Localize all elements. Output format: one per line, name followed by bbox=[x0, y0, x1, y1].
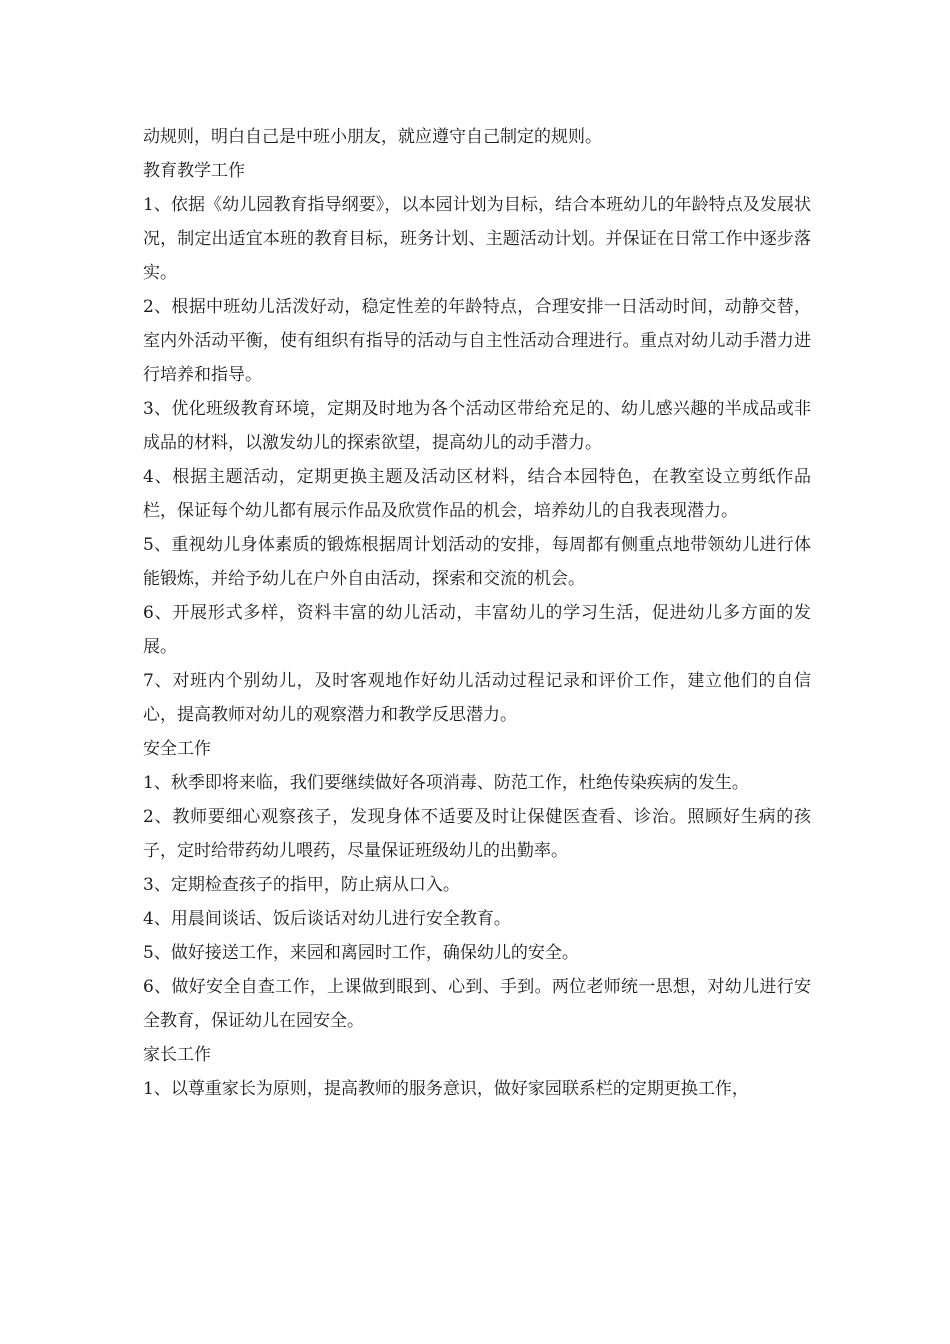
education-item-6: 6、开展形式多样，资料丰富的幼儿活动，丰富幼儿的学习生活，促进幼儿多方面的发展。 bbox=[143, 603, 811, 657]
safety-item-2: 2、教师要细心观察孩子，发现身体不适要及时让保健医查看、诊治。照顾好生病的孩子，定时给带药幼儿喂药，尽量保证班级幼儿的出勤率。 bbox=[143, 807, 811, 861]
education-item-3: 3、优化班级教育环境，定期及时地为各个活动区带给充足的、幼儿感兴趣的半成品或非成品的材料，以激发幼儿的探索欲望，提高幼儿的动手潜力。 bbox=[143, 399, 811, 453]
safety-item-5: 5、做好接送工作，来园和离园时工作，确保幼儿的安全。 bbox=[143, 943, 579, 963]
safety-item-1: 1、秋季即将来临，我们要继续做好各项消毒、防范工作，杜绝传染疾病的发生。 bbox=[143, 773, 749, 793]
document-page bbox=[143, 120, 811, 1106]
safety-item-6: 6、做好安全自查工作，上课做到眼到、心到、手到。两位老师统一思想，对幼儿进行安全教育，保证幼儿在园安全。 bbox=[143, 977, 811, 1031]
education-item-7: 7、对班内个别幼儿，及时客观地作好幼儿活动过程记录和评价工作，建立他们的自信心，提高教师对幼儿的观察潜力和教学反思潜力。 bbox=[143, 671, 811, 725]
parents-item-1: 1、以尊重家长为原则，提高教师的服务意识，做好家园联系栏的定期更换工作， bbox=[143, 1079, 749, 1099]
education-item-1: 1、依据《幼儿园教育指导纲要》，以本园计划为目标，结合本班幼儿的年龄特点及发展状况，制定出适宜本班的教育目标，班务计划、主题活动计划。并保证在日常工作中逐步落实。 bbox=[143, 195, 811, 283]
education-item-2: 2、根据中班幼儿活泼好动，稳定性差的年龄特点，合理安排一日活动时间，动静交替，室内外活动平衡，使有组织有指导的活动与自主性活动合理进行。重点对幼儿动手潜力进行培养和指导。 bbox=[143, 297, 811, 385]
paragraph-continuation: 动规则，明白自己是中班小朋友，就应遵守自己制定的规则。 bbox=[143, 127, 602, 147]
education-item-4: 4、根据主题活动，定期更换主题及活动区材料，结合本园特色，在教室设立剪纸作品栏，保证每个幼儿都有展示作品及欣赏作品的机会，培养幼儿的自我表现潜力。 bbox=[143, 467, 811, 521]
education-item-5: 5、重视幼儿身体素质的锻炼根据周计划活动的安排，每周都有侧重点地带领幼儿进行体能锻炼，并给予幼儿在户外自由活动，探索和交流的机会。 bbox=[143, 535, 811, 589]
section-heading-safety: 安全工作 bbox=[143, 739, 211, 759]
section-heading-education: 教育教学工作 bbox=[143, 161, 245, 181]
section-heading-parents: 家长工作 bbox=[143, 1045, 211, 1065]
safety-item-4: 4、用晨间谈话、饭后谈话对幼儿进行安全教育。 bbox=[143, 909, 511, 929]
safety-item-3: 3、定期检查孩子的指甲，防止病从口入。 bbox=[143, 875, 460, 895]
